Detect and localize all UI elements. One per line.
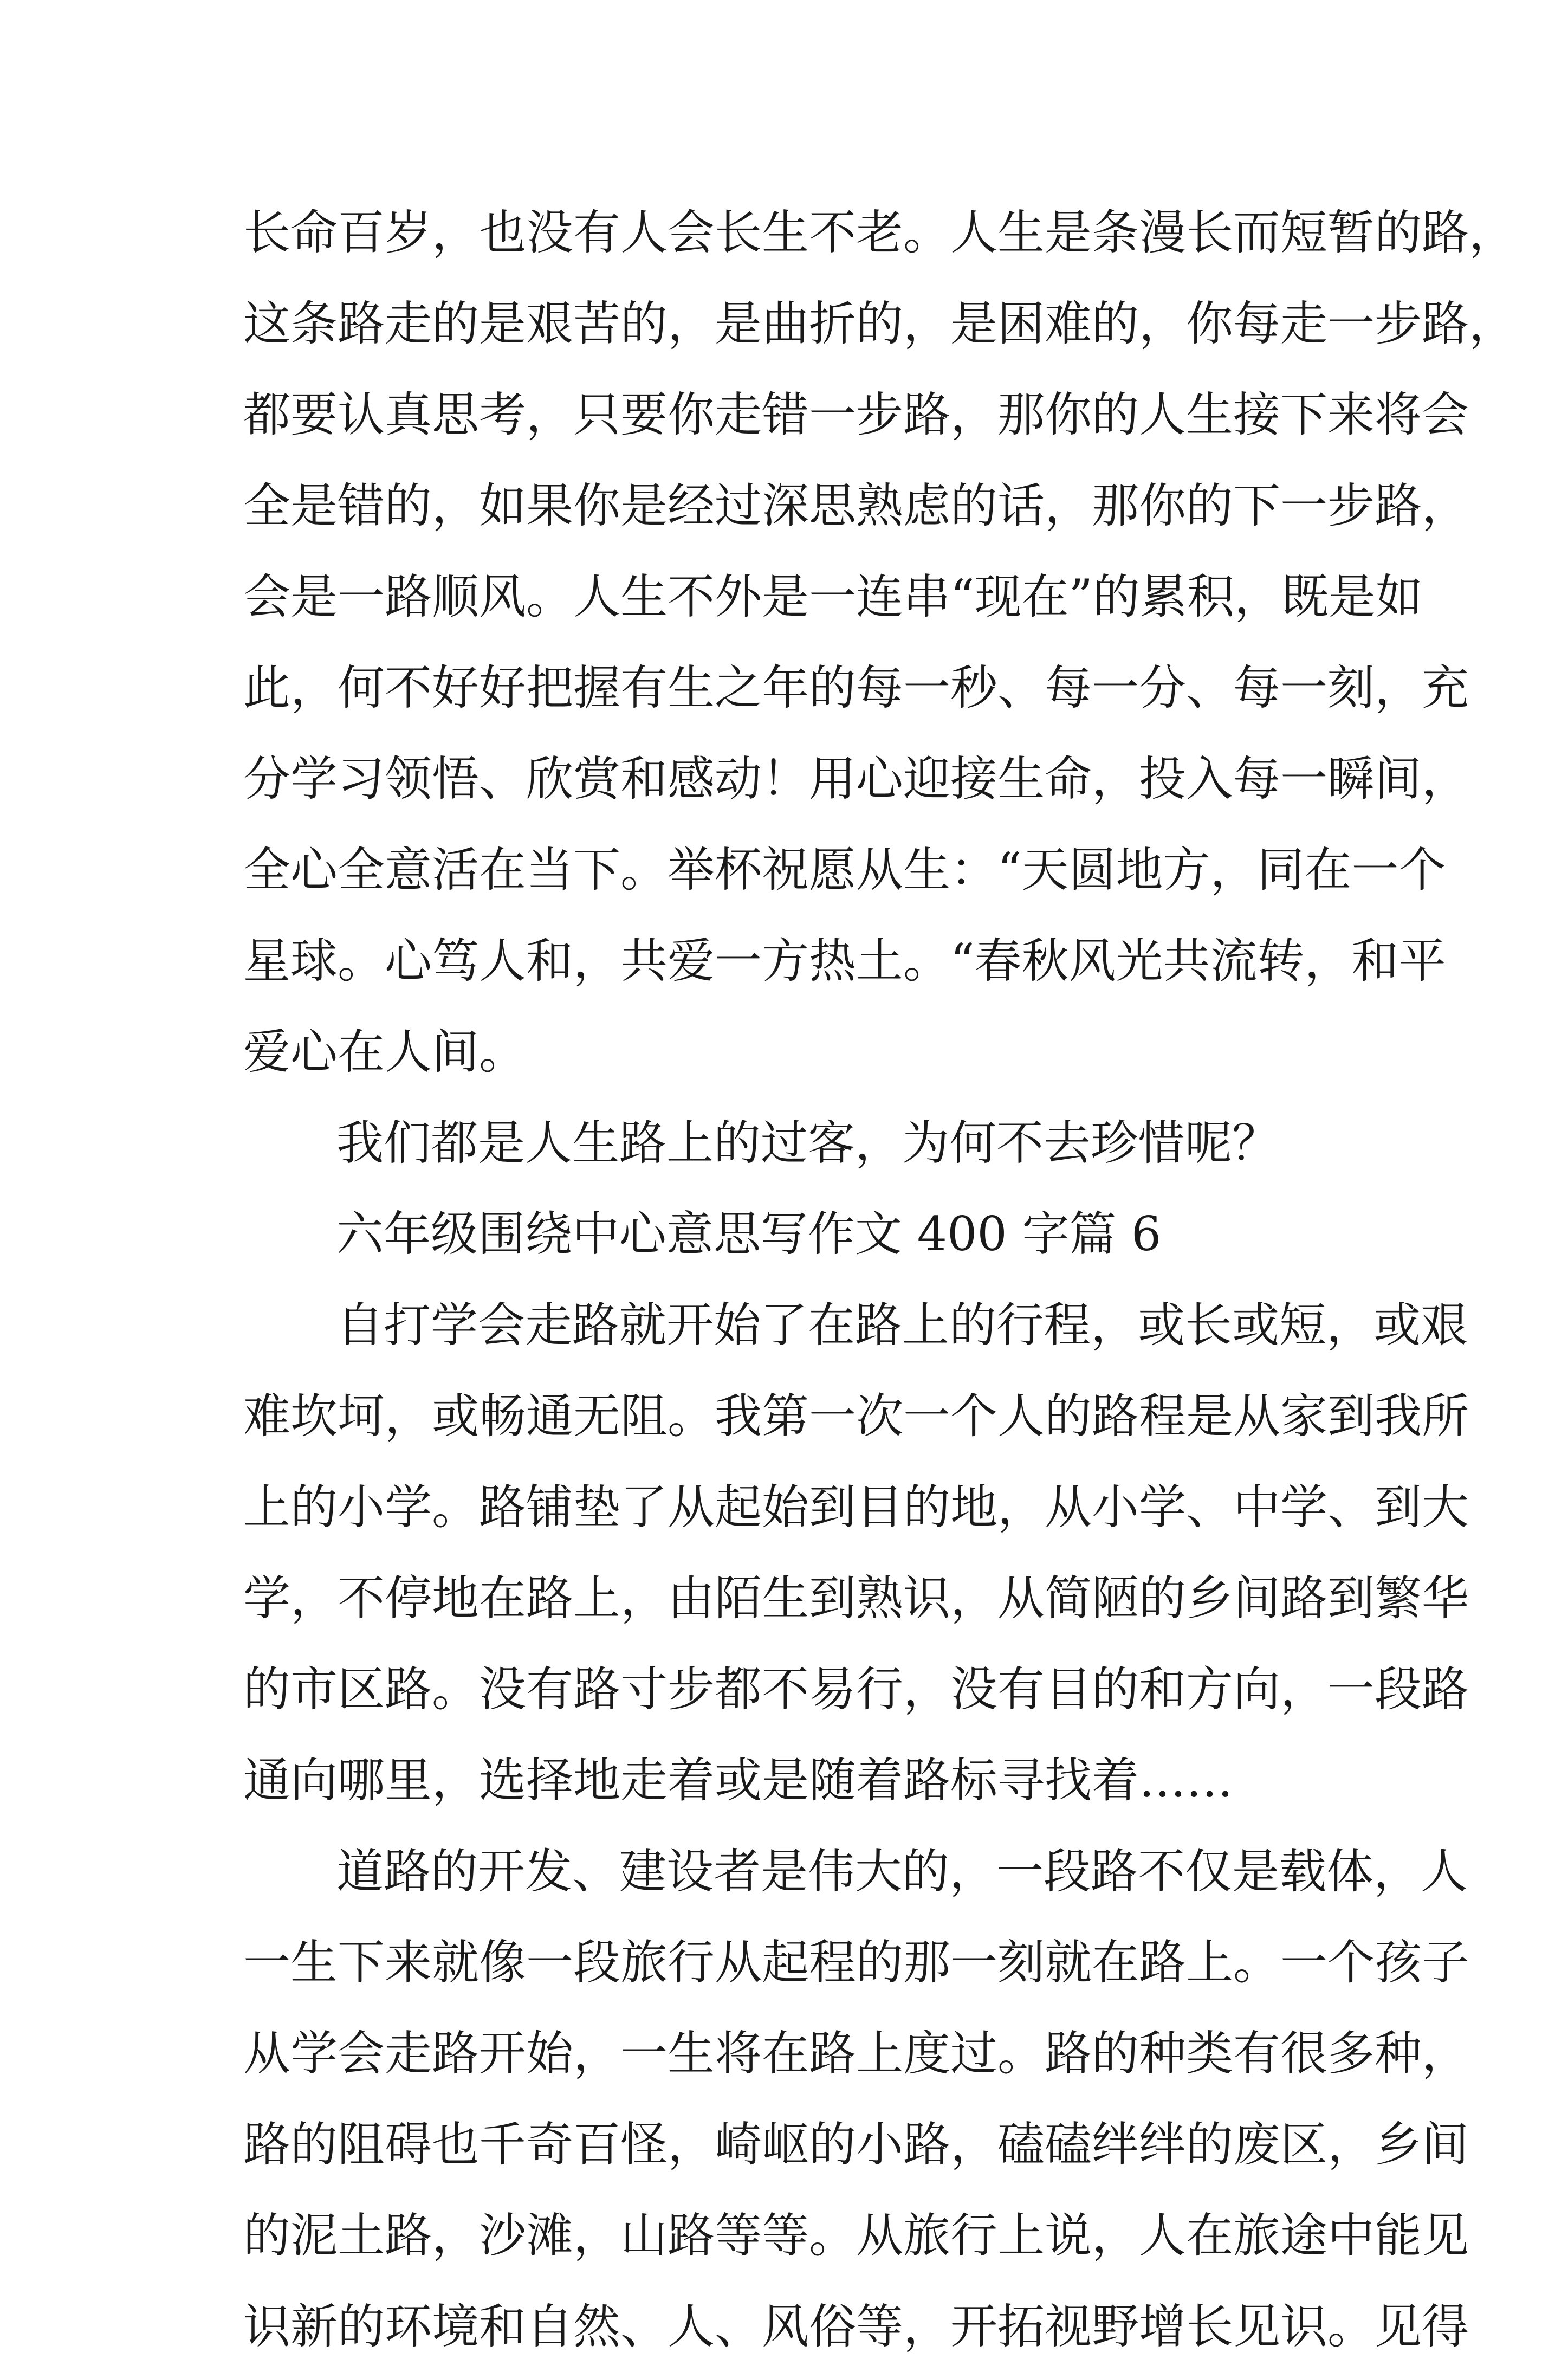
text-line: 从学会走路开始，一生将在路上度过。路的种类有很多种， [243,2026,1469,2081]
text-line: 学，不停地在路上，由陌生到熟识，从简陋的乡间路到繁华 [243,1570,1469,1626]
text-line: 难坎坷，或畅通无阻。我第一次一个人的路程是从家到我所 [243,1388,1469,1444]
text-line: 都要认真思考，只要你走错一步路，那你的人生接下来将会 [243,387,1469,442]
text-line: 这条路走的是艰苦的，是曲折的，是困难的，你每走一步路， [243,296,1516,351]
text-line: 通向哪里，选择地走着或是随着路标寻找着…… [243,1753,1233,1808]
text-line: 自打学会走路就开始了在路上的行程，或长或短，或艰 [336,1297,1468,1353]
section-heading: 六年级围绕中心意思写作文 400 字篇 6 [336,1206,1162,1262]
text-line: 上的小学。路铺垫了从起始到目的地，从小学、中学、到大 [243,1479,1469,1535]
text-line: 全是错的，如果你是经过深思熟虑的话，那你的下一步路， [243,478,1469,533]
text-line: 我们都是人生路上的过客，为何不去珍惜呢？ [336,1115,1279,1171]
text-line: 星球。心笃人和，共爱一方热土。“春秋风光共流转，和平 [243,933,1446,988]
text-line: 道路的开发、建设者是伟大的，一段路不仅是载体，人 [336,1844,1468,1899]
text-line: 路的阻碍也千奇百怪，崎岖的小路，磕磕绊绊的废区，乡间 [243,2117,1469,2172]
text-line: 此，何不好好把握有生之年的每一秒、每一分、每一刻，充 [243,660,1469,715]
text-line: 的市区路。没有路寸步都不易行，没有目的和方向，一段路 [243,1662,1469,1717]
text-line: 分学习领悟、欣赏和感动！用心迎接生命，投入每一瞬间， [243,751,1469,806]
text-line: 爱心在人间。 [243,1024,526,1080]
body-text [243,187,1516,2372]
text-line: 一生下来就像一段旅行从起程的那一刻就在路上。一个孩子 [243,1935,1469,1990]
text-line: 全心全意活在当下。举杯祝愿从生：“天圆地方，同在一个 [243,842,1446,897]
text-line: 长命百岁，也没有人会长生不老。人生是条漫长而短暂的路， [243,205,1516,260]
text-line: 识新的环境和自然、人、风俗等，开拓视野增长见识。见得 [243,2299,1469,2354]
text-line: 会是一路顺风。人生不外是一连串“现在”的累积，既是如 [243,569,1423,624]
text-line: 的泥土路，沙滩，山路等等。从旅行上说，人在旅途中能见 [243,2208,1469,2263]
